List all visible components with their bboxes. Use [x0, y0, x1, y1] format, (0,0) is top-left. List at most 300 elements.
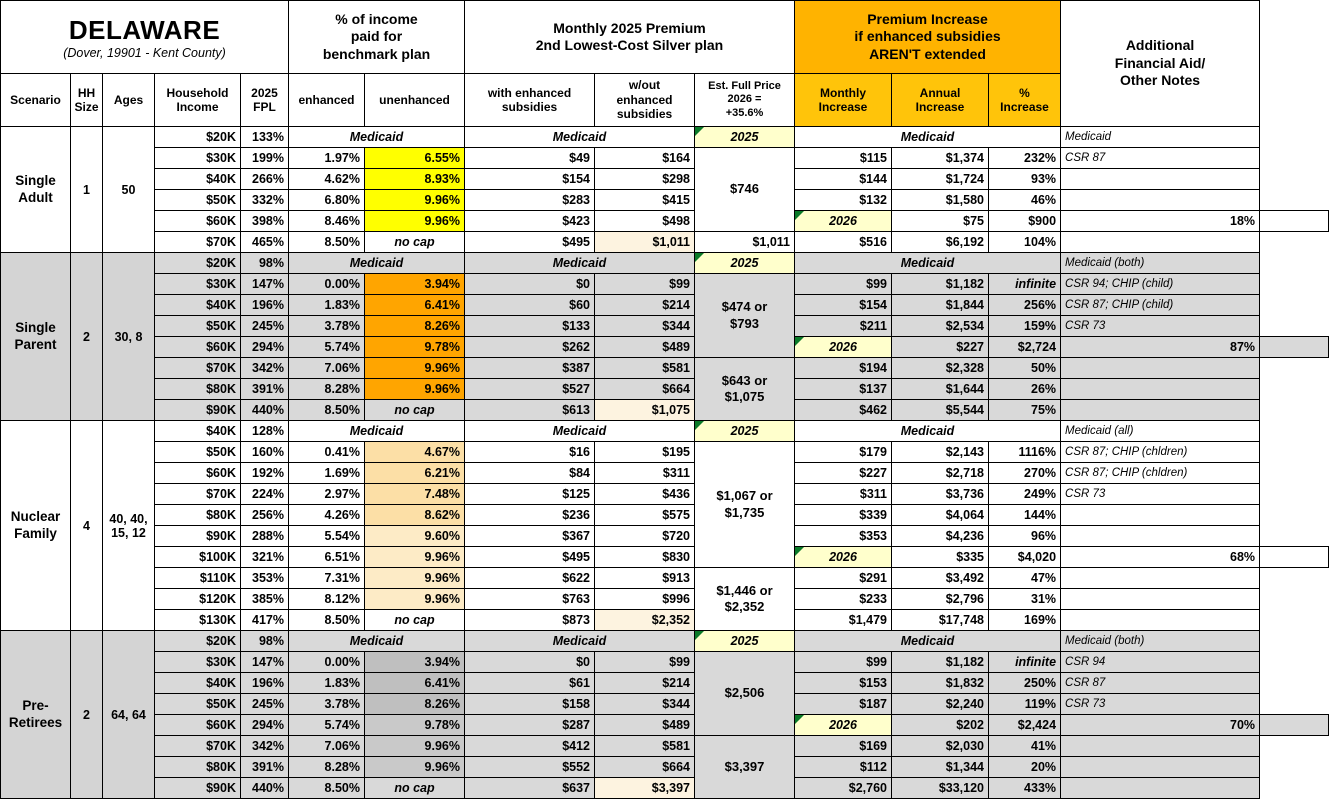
ages: 50: [103, 127, 155, 253]
table-row: [1, 463, 1329, 484]
ages-l1: 40, 40,: [109, 511, 148, 526]
premium-without-subsidies: $436: [595, 484, 695, 505]
household-income: $80K: [155, 757, 241, 778]
annual-increase: $1,374: [892, 148, 989, 169]
pct-increase: 47%: [989, 568, 1061, 589]
premium-without-subsidies: $298: [595, 169, 695, 190]
col-fp-l2: 2026 =: [727, 93, 762, 106]
unenhanced-pct: 9.96%: [365, 736, 465, 757]
unenhanced-pct: 6.41%: [365, 295, 465, 316]
premium-without-subsidies: $913: [595, 568, 695, 589]
note: [1061, 505, 1260, 526]
premium-with-subsidies: $495: [465, 547, 595, 568]
household-income: $40K: [155, 169, 241, 190]
annual-increase: $2,240: [892, 694, 989, 715]
household-income: $70K: [155, 484, 241, 505]
enhanced-pct: 1.69%: [289, 463, 365, 484]
table-row: [1, 295, 1329, 316]
col-fpl: [241, 74, 289, 127]
household-income: $70K: [155, 358, 241, 379]
col-household-income: [155, 74, 241, 127]
medicaid-premium: Medicaid: [465, 421, 695, 442]
premium-with-subsidies: $60: [465, 295, 595, 316]
col-pct-l1: %: [1019, 85, 1030, 100]
annual-increase: $4,020: [989, 547, 1061, 568]
fpl: 391%: [241, 379, 289, 400]
col-without-subsidies: [595, 74, 695, 127]
household-income: $90K: [155, 778, 241, 799]
fpl: 266%: [241, 169, 289, 190]
ages: 30, 8: [103, 253, 155, 421]
monthly-premium-header: [465, 1, 795, 74]
pct-increase: 31%: [989, 589, 1061, 610]
monthly-premium-l1: Monthly 2025 Premium: [553, 19, 706, 36]
col-pct-increase: [989, 74, 1061, 127]
unenhanced-pct: 9.78%: [365, 715, 465, 736]
fpl: 332%: [241, 190, 289, 211]
premium-with-subsidies: $16: [465, 442, 595, 463]
unenhanced-pct: 8.93%: [365, 169, 465, 190]
unenhanced-pct: 9.96%: [365, 379, 465, 400]
premium-increase-header: [795, 1, 1061, 74]
premium-without-subsidies: $3,397: [595, 778, 695, 799]
enhanced-pct: 0.41%: [289, 442, 365, 463]
fpl: 321%: [241, 547, 289, 568]
scenario-line2: Family: [14, 525, 57, 541]
household-income: $20K: [155, 253, 241, 274]
note: [1061, 736, 1260, 757]
table-row: [1, 757, 1329, 778]
hh-size: 1: [71, 127, 103, 253]
col-an-l1: Annual: [919, 85, 961, 100]
unenhanced-pct: 9.96%: [365, 547, 465, 568]
col-enhanced: enhanced: [289, 74, 365, 127]
table-row: [1, 379, 1329, 400]
monthly-increase: $187: [795, 694, 892, 715]
premium-with-subsidies: $873: [465, 610, 595, 631]
enhanced-pct: 7.06%: [289, 358, 365, 379]
fpl: 147%: [241, 274, 289, 295]
col-wout-sub-l3: subsidies: [616, 107, 673, 122]
note: CSR 87: [1061, 148, 1260, 169]
scenario-single-adult: [1, 127, 71, 253]
household-income: $40K: [155, 421, 241, 442]
premium-with-subsidies: $763: [465, 589, 595, 610]
premium-with-subsidies: $133: [465, 316, 595, 337]
household-income: $20K: [155, 127, 241, 148]
full-price-year-2026: 2026: [795, 337, 892, 358]
table-row: [1, 631, 1329, 652]
premium-with-subsidies: $287: [465, 715, 595, 736]
pct-increase: 232%: [989, 148, 1061, 169]
pct-increase: 18%: [1061, 211, 1260, 232]
note: CSR 94: [1061, 652, 1260, 673]
premium-without-subsidies: $996: [595, 589, 695, 610]
annual-increase: $5,544: [892, 400, 989, 421]
fpl: 224%: [241, 484, 289, 505]
fpl: 294%: [241, 337, 289, 358]
fpl: 440%: [241, 400, 289, 421]
fpl: 128%: [241, 421, 289, 442]
medicaid-premium: Medicaid: [465, 253, 695, 274]
household-income: $70K: [155, 736, 241, 757]
note: CSR 87: [1061, 673, 1260, 694]
household-income: $130K: [155, 610, 241, 631]
fpl: 398%: [241, 211, 289, 232]
col-mo-l1: Monthly: [820, 85, 866, 100]
note: CSR 87; CHIP (chldren): [1061, 463, 1260, 484]
increase-l1: Premium Increase: [867, 10, 988, 27]
table-row: [1, 778, 1329, 799]
household-income: $50K: [155, 316, 241, 337]
unenhanced-pct: 9.96%: [365, 568, 465, 589]
note: [1061, 358, 1260, 379]
note: [1260, 211, 1329, 232]
unenhanced-no-cap: no cap: [365, 610, 465, 631]
unenhanced-pct: 9.96%: [365, 589, 465, 610]
fp-2026-l1: $1,446 or: [716, 582, 773, 598]
household-income: $60K: [155, 337, 241, 358]
ages: 64, 64: [103, 631, 155, 799]
household-income: $40K: [155, 295, 241, 316]
location-subtitle: (Dover, 19901 - Kent County): [63, 45, 226, 60]
table-row: [1, 484, 1329, 505]
monthly-increase: $99: [795, 274, 892, 295]
table-row: [1, 673, 1329, 694]
pct-increase: 249%: [989, 484, 1061, 505]
unenhanced-pct: 4.67%: [365, 442, 465, 463]
col-wout-sub-l1: w/out: [628, 78, 661, 93]
fp-2026-l2: $1,075: [724, 389, 765, 404]
household-income: $80K: [155, 505, 241, 526]
medicaid-pct: Medicaid: [289, 421, 465, 442]
enhanced-pct: 4.26%: [289, 505, 365, 526]
premium-with-subsidies: $387: [465, 358, 595, 379]
monthly-increase: $194: [795, 358, 892, 379]
pct-increase: 93%: [989, 169, 1061, 190]
table-row: [1, 337, 1329, 358]
table-row: [1, 589, 1329, 610]
household-income: $50K: [155, 190, 241, 211]
pct-increase: infinite: [989, 652, 1061, 673]
note: [1061, 568, 1260, 589]
enhanced-pct: 2.97%: [289, 484, 365, 505]
fpl: 147%: [241, 652, 289, 673]
enhanced-pct: 1.83%: [289, 673, 365, 694]
premium-with-subsidies: $613: [465, 400, 595, 421]
premium-with-subsidies: $367: [465, 526, 595, 547]
enhanced-pct: 8.12%: [289, 589, 365, 610]
col-wout-sub-l2: enhanced: [616, 92, 673, 107]
pct-increase: 26%: [989, 379, 1061, 400]
fpl: 417%: [241, 610, 289, 631]
note: Medicaid: [1061, 127, 1260, 148]
scenario-line1: Single: [15, 320, 56, 336]
monthly-increase: $1,479: [795, 610, 892, 631]
table-row: [1, 505, 1329, 526]
monthly-increase: $291: [795, 568, 892, 589]
pct-increase: infinite: [989, 274, 1061, 295]
annual-increase: $2,724: [989, 337, 1061, 358]
pct-increase: 20%: [989, 757, 1061, 778]
premium-without-subsidies: $415: [595, 190, 695, 211]
unenhanced-pct: 8.62%: [365, 505, 465, 526]
fpl: 192%: [241, 463, 289, 484]
monthly-increase: $179: [795, 442, 892, 463]
table-row: [1, 232, 1329, 253]
scenario-line2: Parent: [14, 336, 57, 352]
scenario-line1: Single: [15, 173, 56, 189]
ages-l2: 15, 12: [111, 525, 146, 540]
col-ages: Ages: [103, 74, 155, 127]
note: [1260, 547, 1329, 568]
hh-size: 2: [71, 631, 103, 799]
est-full-price-2026: $1,011: [695, 232, 795, 253]
unenhanced-pct: 3.94%: [365, 652, 465, 673]
premium-with-subsidies: $527: [465, 379, 595, 400]
fpl: 133%: [241, 127, 289, 148]
col-mo-l2: Increase: [818, 100, 868, 114]
col-fp-l1: Est. Full Price: [708, 80, 781, 93]
enhanced-pct: 8.50%: [289, 610, 365, 631]
note: [1061, 778, 1260, 799]
col-with-sub-l1: with enhanced: [487, 85, 572, 100]
pct-increase: 41%: [989, 736, 1061, 757]
fpl: 288%: [241, 526, 289, 547]
monthly-increase: $353: [795, 526, 892, 547]
premium-with-subsidies: $552: [465, 757, 595, 778]
col-income-l1: Household: [166, 85, 229, 100]
table-row: [1, 568, 1329, 589]
monthly-increase: $115: [795, 148, 892, 169]
fp-2026-l2: $2,352: [724, 599, 765, 614]
premium-without-subsidies: $489: [595, 715, 695, 736]
table-row: [1, 316, 1329, 337]
medicaid-pct: Medicaid: [289, 631, 465, 652]
enhanced-pct: 5.74%: [289, 715, 365, 736]
pct-increase: 70%: [1061, 715, 1260, 736]
title-cell: [1, 1, 289, 74]
note: CSR 87; CHIP (child): [1061, 295, 1260, 316]
col-with-sub-l2: subsidies: [501, 100, 558, 114]
enhanced-pct: 6.51%: [289, 547, 365, 568]
premium-with-subsidies: $49: [465, 148, 595, 169]
premium-without-subsidies: $498: [595, 211, 695, 232]
monthly-increase: $233: [795, 589, 892, 610]
col-with-subsidies: [465, 74, 595, 127]
pct-income-header: [289, 1, 465, 74]
premium-with-subsidies: $622: [465, 568, 595, 589]
fp-2025-l1: $1,067 or: [716, 488, 773, 504]
monthly-increase: $227: [892, 337, 989, 358]
pct-increase: 1116%: [989, 442, 1061, 463]
note: CSR 73: [1061, 484, 1260, 505]
full-price-year-2026: 2026: [795, 211, 892, 232]
note: [1260, 337, 1329, 358]
medicaid-increase: Medicaid: [795, 421, 1061, 442]
table-row: [1, 442, 1329, 463]
unenhanced-pct: 6.41%: [365, 673, 465, 694]
annual-increase: $2,030: [892, 736, 989, 757]
annual-increase: $33,120: [892, 778, 989, 799]
annual-increase: $4,064: [892, 505, 989, 526]
col-income-l2: Income: [176, 100, 219, 114]
annual-increase: $2,328: [892, 358, 989, 379]
pct-increase: 256%: [989, 295, 1061, 316]
monthly-premium-l2: 2nd Lowest-Cost Silver plan: [535, 37, 724, 53]
pct-increase: 119%: [989, 694, 1061, 715]
est-full-price-2025: [695, 274, 795, 358]
premium-without-subsidies: $575: [595, 505, 695, 526]
annual-increase: $2,534: [892, 316, 989, 337]
note: Medicaid (all): [1061, 421, 1260, 442]
table-row: [1, 610, 1329, 631]
medicaid-pct: Medicaid: [289, 127, 465, 148]
unenhanced-pct: 7.48%: [365, 484, 465, 505]
premium-without-subsidies: $830: [595, 547, 695, 568]
household-income: $110K: [155, 568, 241, 589]
full-price-year-2025: 2025: [695, 421, 795, 442]
annual-increase: $1,724: [892, 169, 989, 190]
household-income: $120K: [155, 589, 241, 610]
unenhanced-pct: 9.78%: [365, 337, 465, 358]
fpl: 245%: [241, 316, 289, 337]
col-fp-l3: +35.6%: [725, 106, 764, 119]
est-full-price-2025: $746: [695, 148, 795, 232]
note: CSR 87; CHIP (chldren): [1061, 442, 1260, 463]
annual-increase: $17,748: [892, 610, 989, 631]
monthly-increase: $99: [795, 652, 892, 673]
note: [1061, 169, 1260, 190]
note: Medicaid (both): [1061, 631, 1260, 652]
annual-increase: $2,718: [892, 463, 989, 484]
monthly-increase: $75: [892, 211, 989, 232]
note: Medicaid (both): [1061, 253, 1260, 274]
premium-with-subsidies: $423: [465, 211, 595, 232]
household-income: $80K: [155, 379, 241, 400]
table-row: [1, 400, 1329, 421]
household-income: $60K: [155, 463, 241, 484]
premium-with-subsidies: $495: [465, 232, 595, 253]
pct-increase: 96%: [989, 526, 1061, 547]
fpl: 196%: [241, 673, 289, 694]
ages: [103, 421, 155, 631]
pct-increase: 159%: [989, 316, 1061, 337]
note: [1061, 190, 1260, 211]
monthly-increase: $137: [795, 379, 892, 400]
pct-increase: 270%: [989, 463, 1061, 484]
annual-increase: $2,796: [892, 589, 989, 610]
table-row: [1, 274, 1329, 295]
enhanced-pct: 8.50%: [289, 400, 365, 421]
household-income: $90K: [155, 400, 241, 421]
note: [1061, 526, 1260, 547]
monthly-increase: $339: [795, 505, 892, 526]
annual-increase: $2,143: [892, 442, 989, 463]
full-price-year-2026: 2026: [795, 547, 892, 568]
pct-increase: 50%: [989, 358, 1061, 379]
enhanced-pct: 4.62%: [289, 169, 365, 190]
premium-with-subsidies: $84: [465, 463, 595, 484]
fpl: 98%: [241, 253, 289, 274]
monthly-increase: $516: [795, 232, 892, 253]
premium-without-subsidies: $214: [595, 295, 695, 316]
table-row: [1, 253, 1329, 274]
monthly-increase: $462: [795, 400, 892, 421]
table-row: [1, 694, 1329, 715]
unenhanced-pct: 3.94%: [365, 274, 465, 295]
scenario-line1: Nuclear: [10, 509, 61, 525]
household-income: $60K: [155, 715, 241, 736]
pct-increase: 75%: [989, 400, 1061, 421]
unenhanced-pct: 9.96%: [365, 358, 465, 379]
note: CSR 73: [1061, 694, 1260, 715]
premium-without-subsidies: $164: [595, 148, 695, 169]
enhanced-pct: 5.74%: [289, 337, 365, 358]
premium-with-subsidies: $262: [465, 337, 595, 358]
notes-l2: Financial Aid/: [1114, 54, 1206, 71]
unenhanced-pct: 9.96%: [365, 190, 465, 211]
monthly-increase: $112: [795, 757, 892, 778]
monthly-increase: $311: [795, 484, 892, 505]
premium-without-subsidies: $344: [595, 316, 695, 337]
scenario-line2: Retirees: [8, 714, 63, 730]
premium-without-subsidies: $195: [595, 442, 695, 463]
col-fpl-l2: FPL: [253, 100, 276, 114]
fpl: 465%: [241, 232, 289, 253]
annual-increase: $1,832: [892, 673, 989, 694]
table-row: [1, 736, 1329, 757]
fpl: 245%: [241, 694, 289, 715]
household-income: $30K: [155, 652, 241, 673]
est-full-price-2026: [695, 358, 795, 421]
pct-income-l1: % of income: [335, 10, 418, 27]
full-price-year-2025: 2025: [695, 253, 795, 274]
pct-increase: 169%: [989, 610, 1061, 631]
premium-without-subsidies: $2,352: [595, 610, 695, 631]
premium-without-subsidies: $99: [595, 652, 695, 673]
est-full-price-2026: $3,397: [695, 736, 795, 799]
premium-without-subsidies: $99: [595, 274, 695, 295]
table-row: [1, 547, 1329, 568]
col-est-full-price: [695, 74, 795, 127]
medicaid-increase: Medicaid: [795, 631, 1061, 652]
enhanced-pct: 5.54%: [289, 526, 365, 547]
fpl: 256%: [241, 505, 289, 526]
household-income: $70K: [155, 232, 241, 253]
premium-with-subsidies: $637: [465, 778, 595, 799]
medicaid-increase: Medicaid: [795, 127, 1061, 148]
fp-2025-l1: $474 or: [721, 299, 768, 315]
table-row: [1, 421, 1329, 442]
premium-without-subsidies: $489: [595, 337, 695, 358]
est-full-price-2026: [695, 568, 795, 631]
note: [1061, 610, 1260, 631]
fpl: 199%: [241, 148, 289, 169]
annual-increase: $1,182: [892, 652, 989, 673]
premium-without-subsidies: $581: [595, 358, 695, 379]
col-monthly-increase: [795, 74, 892, 127]
table-row: [1, 652, 1329, 673]
fpl: 353%: [241, 568, 289, 589]
note: [1061, 400, 1260, 421]
note: [1260, 715, 1329, 736]
premium-with-subsidies: $125: [465, 484, 595, 505]
premium-without-subsidies: $1,011: [595, 232, 695, 253]
premium-without-subsidies: $1,075: [595, 400, 695, 421]
premium-without-subsidies: $720: [595, 526, 695, 547]
premium-without-subsidies: $581: [595, 736, 695, 757]
